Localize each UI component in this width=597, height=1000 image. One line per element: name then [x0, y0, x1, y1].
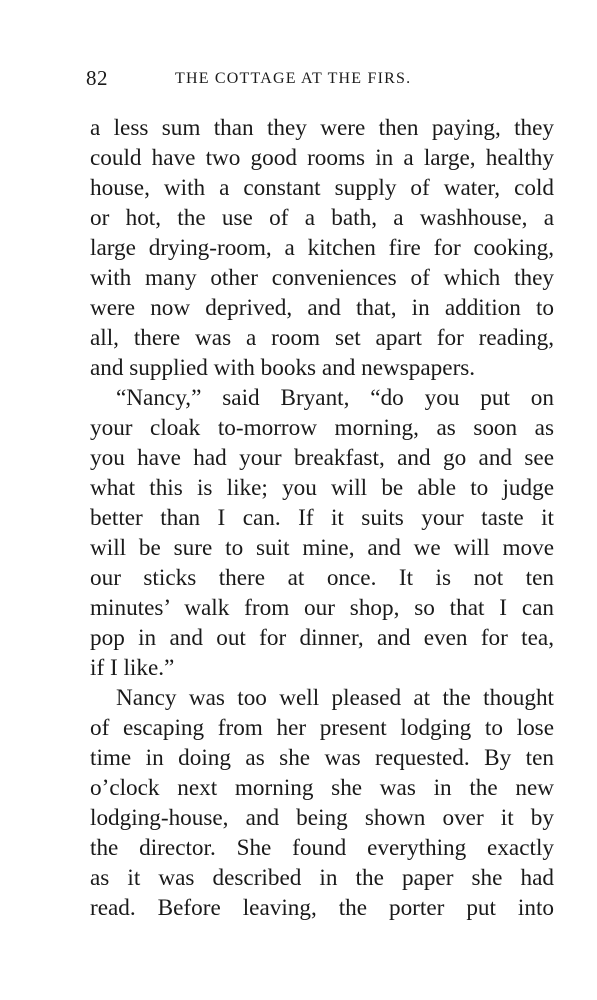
text-line: minutes’ walk from our shop, so that I can — [90, 595, 554, 621]
text-line: lodging-house, and being shown over it by — [90, 805, 554, 831]
paragraph-first-line: “Nancy,” said Bryant, “do you put on — [116, 385, 554, 411]
text-line: read. Before leaving, the porter put into — [90, 895, 554, 921]
text-line: time in doing as she was requested. By ten — [90, 745, 554, 771]
page-number: 82 — [86, 66, 108, 90]
text-line: o’clock next morning she was in the new — [90, 775, 554, 801]
text-line: you have had your breakfast, and go and see — [90, 445, 554, 471]
text-line: pop in and out for dinner, and even for tea, — [90, 625, 554, 651]
text-line: with many other conveniences of which they — [90, 265, 554, 291]
page-header — [86, 66, 556, 92]
text-line: your cloak to-morrow morning, as soon as — [90, 415, 554, 441]
text-line: the director. She found everything exactly — [90, 835, 554, 861]
text-line: house, with a constant supply of water, cold — [90, 175, 554, 201]
paragraph-first-line: Nancy was too well pleased at the thought — [116, 685, 554, 711]
text-line: large drying-room, a kitchen fire for cooking, — [90, 235, 554, 261]
text-line: of escaping from her present lodging to lose — [90, 715, 554, 741]
text-line: were now deprived, and that, in addition to — [90, 295, 554, 321]
text-line: all, there was a room set apart for reading, — [90, 325, 554, 351]
text-line: better than I can. If it suits your taste it — [90, 505, 554, 531]
running-head: THE COTTAGE AT THE FIRS. — [175, 70, 412, 87]
text-line: as it was described in the paper she had — [90, 865, 554, 891]
text-line: our sticks there at once. It is not ten — [90, 565, 554, 591]
text-line: and supplied with books and newspapers. — [90, 355, 476, 381]
text-line: or hot, the use of a bath, a washhouse, a — [90, 205, 554, 231]
text-line: could have two good rooms in a large, healthy — [90, 145, 554, 171]
text-line: a less sum than they were then paying, they — [90, 115, 554, 141]
text-line: if I like.” — [90, 655, 175, 681]
text-line: will be sure to suit mine, and we will move — [90, 535, 554, 561]
text-line: what this is like; you will be able to judge — [90, 475, 554, 501]
